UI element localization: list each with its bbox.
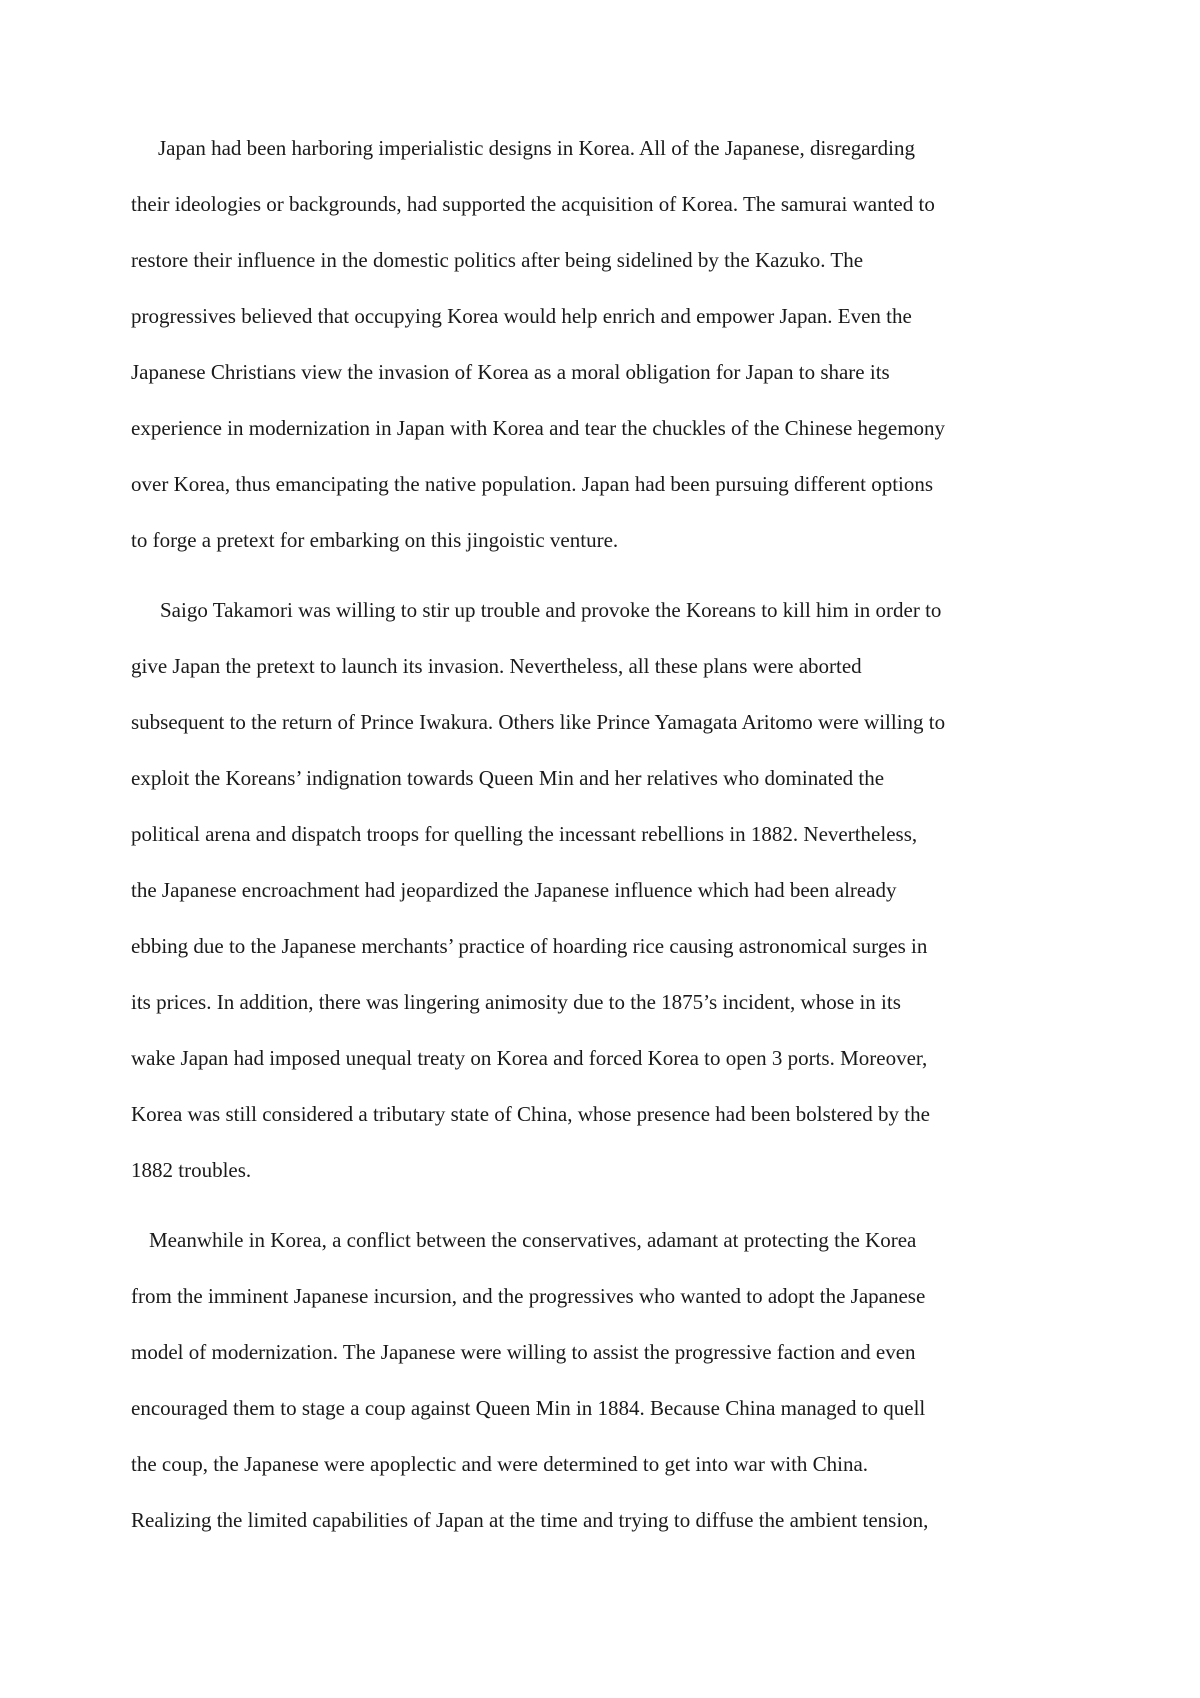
text-line: Korea was still considered a tributary state of China, whose presence had been bolstered by the xyxy=(131,1102,930,1126)
text-line: its prices. In addition, there was lingering animosity due to the 1875’s incident, whose in its xyxy=(131,990,901,1014)
text-line: wake Japan had imposed unequal treaty on Korea and forced Korea to open 3 ports. Moreover, xyxy=(131,1046,928,1070)
text-line: their ideologies or backgrounds, had supported the acquisition of Korea. The samurai wanted to xyxy=(131,192,935,216)
paragraph xyxy=(131,1219,1086,1555)
text-line: over Korea, thus emancipating the native population. Japan had been pursuing different options xyxy=(131,472,934,496)
text-line: encouraged them to stage a coup against Queen Min in 1884. Because China managed to quell xyxy=(131,1396,926,1420)
text-line: Realizing the limited capabilities of Japan at the time and trying to diffuse the ambient tension, xyxy=(131,1508,929,1532)
text-line: Japanese Christians view the invasion of Korea as a moral obligation for Japan to share its xyxy=(131,360,890,384)
paragraph xyxy=(131,589,1086,1219)
text-line: political arena and dispatch troops for quelling the incessant rebellions in 1882. Nevertheless, xyxy=(131,822,918,846)
text-line: ebbing due to the Japanese merchants’ practice of hoarding rice causing astronomical surges in xyxy=(131,934,928,958)
document-body xyxy=(131,127,1086,1555)
text-line: experience in modernization in Japan with Korea and tear the chuckles of the Chinese hegemony xyxy=(131,416,946,440)
paragraph xyxy=(131,127,1086,589)
text-line: give Japan the pretext to launch its invasion. Nevertheless, all these plans were aborted xyxy=(131,654,862,678)
text-line: the coup, the Japanese were apoplectic and were determined to get into war with China. xyxy=(131,1452,869,1476)
text-line: to forge a pretext for embarking on this jingoistic venture. xyxy=(131,528,619,552)
text-line: Saigo Takamori was willing to stir up trouble and provoke the Koreans to kill him in order to xyxy=(160,598,942,622)
text-line: Meanwhile in Korea, a conflict between the conservatives, adamant at protecting the Korea xyxy=(149,1228,917,1252)
text-line: 1882 troubles. xyxy=(131,1158,252,1182)
text-line: progressives believed that occupying Korea would help enrich and empower Japan. Even the xyxy=(131,304,912,328)
text-line: from the imminent Japanese incursion, and the progressives who wanted to adopt the Japanese xyxy=(131,1284,926,1308)
text-line: the Japanese encroachment had jeopardized the Japanese influence which had been already xyxy=(131,878,897,902)
text-line: subsequent to the return of Prince Iwakura. Others like Prince Yamagata Aritomo were willing to xyxy=(131,710,946,734)
text-line: Japan had been harboring imperialistic designs in Korea. All of the Japanese, disregarding xyxy=(158,136,915,160)
text-line: restore their influence in the domestic politics after being sidelined by the Kazuko. The xyxy=(131,248,864,272)
text-line: model of modernization. The Japanese were willing to assist the progressive faction and even xyxy=(131,1340,916,1364)
text-line: exploit the Koreans’ indignation towards Queen Min and her relatives who dominated the xyxy=(131,766,885,790)
